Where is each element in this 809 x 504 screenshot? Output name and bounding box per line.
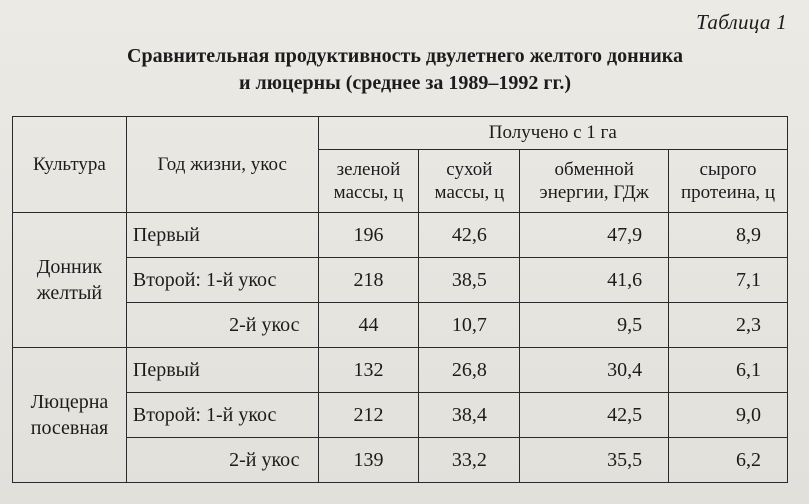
energy-cell: 42,5 xyxy=(520,393,669,438)
dry-mass-cell: 26,8 xyxy=(419,348,520,393)
crop-name-line2: желтый xyxy=(36,282,103,304)
green-mass-cell: 196 xyxy=(318,213,419,258)
protein-cell: 7,1 xyxy=(669,258,788,303)
energy-cell: 9,5 xyxy=(520,303,669,348)
crop-name-line2: посевная xyxy=(30,417,109,439)
table-caption xyxy=(40,43,770,97)
header-protein-line2: протеина, ц xyxy=(681,182,776,203)
header-year: Год жизни, укос xyxy=(126,117,318,213)
protein-cell: 6,1 xyxy=(669,348,788,393)
table-row xyxy=(13,213,788,258)
table-row xyxy=(13,258,788,303)
crop-name-sweet-clover xyxy=(13,213,127,348)
header-energy-line2: энергии, ГДж xyxy=(539,182,649,203)
green-mass-cell: 132 xyxy=(318,348,419,393)
dry-mass-cell: 33,2 xyxy=(419,438,520,483)
header-energy xyxy=(520,150,669,213)
header-dry-mass-line1: сухой xyxy=(446,159,493,180)
year-cell: 2-й укос xyxy=(126,303,318,348)
year-cell: 2-й укос xyxy=(126,438,318,483)
table-row xyxy=(13,438,788,483)
caption-line-1: Сравнительная продуктивность двулетнего желтого донника xyxy=(127,45,683,67)
dry-mass-cell: 42,6 xyxy=(419,213,520,258)
header-energy-line1: обменной xyxy=(554,159,634,180)
green-mass-cell: 218 xyxy=(318,258,419,303)
header-obtained-per-ha: Получено с 1 га xyxy=(318,117,787,150)
dry-mass-cell: 10,7 xyxy=(419,303,520,348)
table-row xyxy=(13,393,788,438)
protein-cell: 8,9 xyxy=(669,213,788,258)
protein-cell: 2,3 xyxy=(669,303,788,348)
header-green-mass xyxy=(318,150,419,213)
header-green-mass-line2: массы, ц xyxy=(333,182,404,203)
header-green-mass-line1: зеленой xyxy=(336,159,401,180)
header-dry-mass xyxy=(419,150,520,213)
year-cell: Первый xyxy=(126,213,318,258)
table-row xyxy=(13,348,788,393)
dry-mass-cell: 38,4 xyxy=(419,393,520,438)
green-mass-cell: 212 xyxy=(318,393,419,438)
table-number: Таблица 1 xyxy=(696,10,787,34)
energy-cell: 35,5 xyxy=(520,438,669,483)
crop-name-line1: Люцерна xyxy=(30,391,109,413)
protein-cell: 6,2 xyxy=(669,438,788,483)
crop-name-line1: Донник xyxy=(36,256,103,278)
energy-cell: 41,6 xyxy=(520,258,669,303)
caption-line-2: и люцерны (среднее за 1989–1992 гг.) xyxy=(239,72,571,94)
header-protein xyxy=(669,150,788,213)
table-row xyxy=(13,303,788,348)
energy-cell: 30,4 xyxy=(520,348,669,393)
dry-mass-cell: 38,5 xyxy=(419,258,520,303)
year-cell: Первый xyxy=(126,348,318,393)
green-mass-cell: 44 xyxy=(318,303,419,348)
energy-cell: 47,9 xyxy=(520,213,669,258)
year-cell: Второй: 1-й укос xyxy=(126,393,318,438)
green-mass-cell: 139 xyxy=(318,438,419,483)
crop-name-alfalfa xyxy=(13,348,127,483)
year-cell: Второй: 1-й укос xyxy=(126,258,318,303)
header-protein-line1: сырого xyxy=(699,159,757,180)
productivity-table xyxy=(12,116,788,483)
header-crop: Культура xyxy=(13,117,127,213)
header-dry-mass-line2: массы, ц xyxy=(434,182,505,203)
protein-cell: 9,0 xyxy=(669,393,788,438)
